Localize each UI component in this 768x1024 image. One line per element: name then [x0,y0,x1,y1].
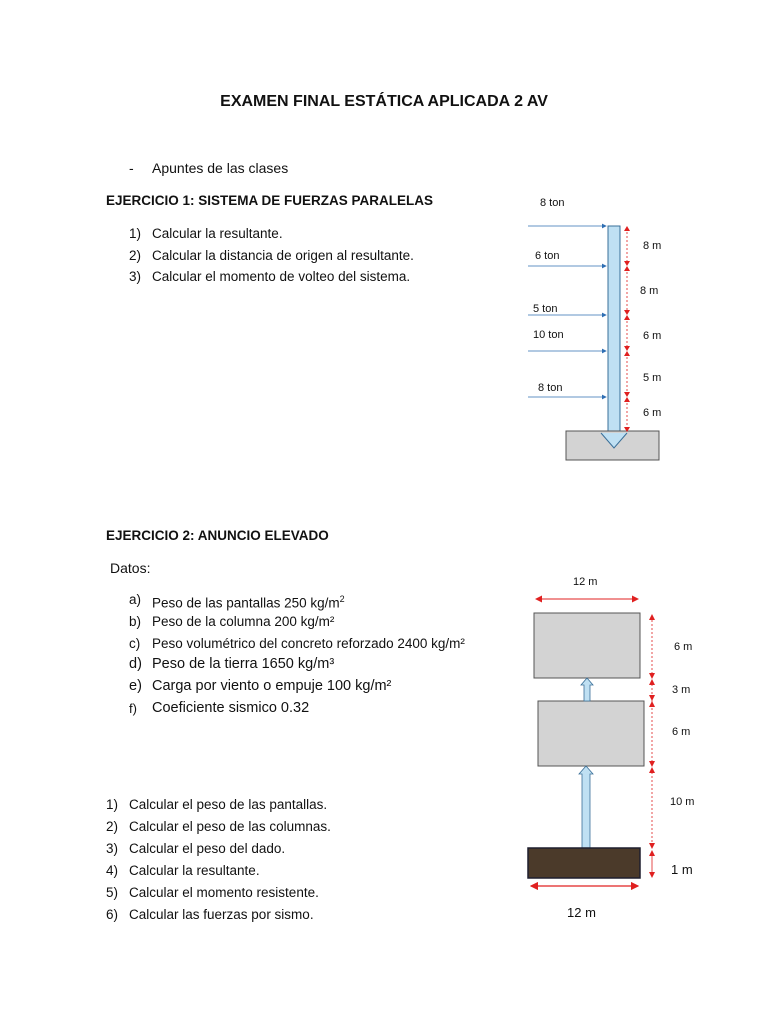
item-text: Peso de la tierra 1650 kg/m³ [152,656,335,673]
item-letter: b) [129,613,142,629]
sign-panel-top [534,613,640,678]
page-title: EXAMEN FINAL ESTÁTICA APLICADA 2 AV [220,93,548,110]
column-segment [581,678,593,701]
ex2-heading: EJERCICIO 2: ANUNCIO ELEVADO [106,528,329,543]
item-number: 5) [106,885,119,900]
item-number: 4) [106,863,119,878]
force-label: 8 ton [538,382,563,394]
item-text: Calcular la resultante. [152,226,283,241]
dimension-label: 6 m [672,726,691,738]
footing-block [528,848,640,878]
item-text: Coeficiente sismico 0.32 [152,699,310,716]
item-text: Calcular la distancia de origen al resultante. [152,247,414,263]
dimension-label: 6 m [674,641,693,653]
item-number: 1) [129,226,142,241]
dimension-label: 3 m [672,684,691,696]
bullet-text: Apuntes de las clases [152,160,289,176]
item-text: Calcular el peso de las columnas. [129,819,331,834]
item-text: Carga por viento o empuje 100 kg/m² [152,678,392,695]
sign-panel-bottom [538,701,644,766]
item-letter: c) [129,635,141,651]
item-text: Calcular el momento de volteo del sistema. [152,269,411,284]
item-text: Calcular el momento resistente. [129,885,319,900]
spacing-label: 8 m [640,285,659,297]
ex1-heading: EJERCICIO 1: SISTEMA DE FUERZAS PARALELAS [106,193,434,208]
dimension-label: 1 m [671,862,693,877]
dimension-label: 12 m [567,905,596,920]
item-letter: e) [129,678,142,695]
item-text: Calcular el peso del dado. [129,841,286,856]
spacing-label: 8 m [643,240,662,252]
force-label: 8 ton [540,197,565,209]
spacing-label: 6 m [643,330,662,342]
dimension-label: 10 m [670,796,695,808]
item-text: Peso de la columna 200 kg/m² [152,613,335,629]
item-superscript: 2 [339,594,345,604]
column-segment [579,766,593,848]
item-text: Peso de las pantallas 250 kg/m [152,595,340,611]
item-text: Calcular el peso de las pantallas. [129,797,328,812]
item-number: 6) [106,907,119,922]
bullet-dash: - [129,160,134,176]
spacing-label: 5 m [643,372,662,384]
ex1-force-diagram [520,188,670,473]
item-letter: a) [129,592,142,607]
item-text: Peso volumétrico del concreto reforzado 2400 kg/m² [152,635,465,651]
item-number: 1) [106,797,119,812]
force-label: 10 ton [533,329,564,341]
item-letter: f) [129,700,137,716]
spacing-label: 6 m [643,407,662,419]
resultant-arrow [601,226,627,448]
force-label: 6 ton [535,250,560,262]
item-number: 3) [106,841,119,856]
datos-label: Datos: [110,560,151,576]
item-text: Calcular la resultante. [129,863,260,878]
ex2-sign-diagram [520,570,710,925]
item-letter: d) [129,656,142,673]
dimension-label: 12 m [573,576,598,588]
item-text: Calcular las fuerzas por sismo. [129,907,314,922]
item-number: 2) [129,247,142,263]
item-number: 2) [106,819,119,834]
item-number: 3) [129,269,142,284]
force-label: 5 ton [533,303,558,315]
